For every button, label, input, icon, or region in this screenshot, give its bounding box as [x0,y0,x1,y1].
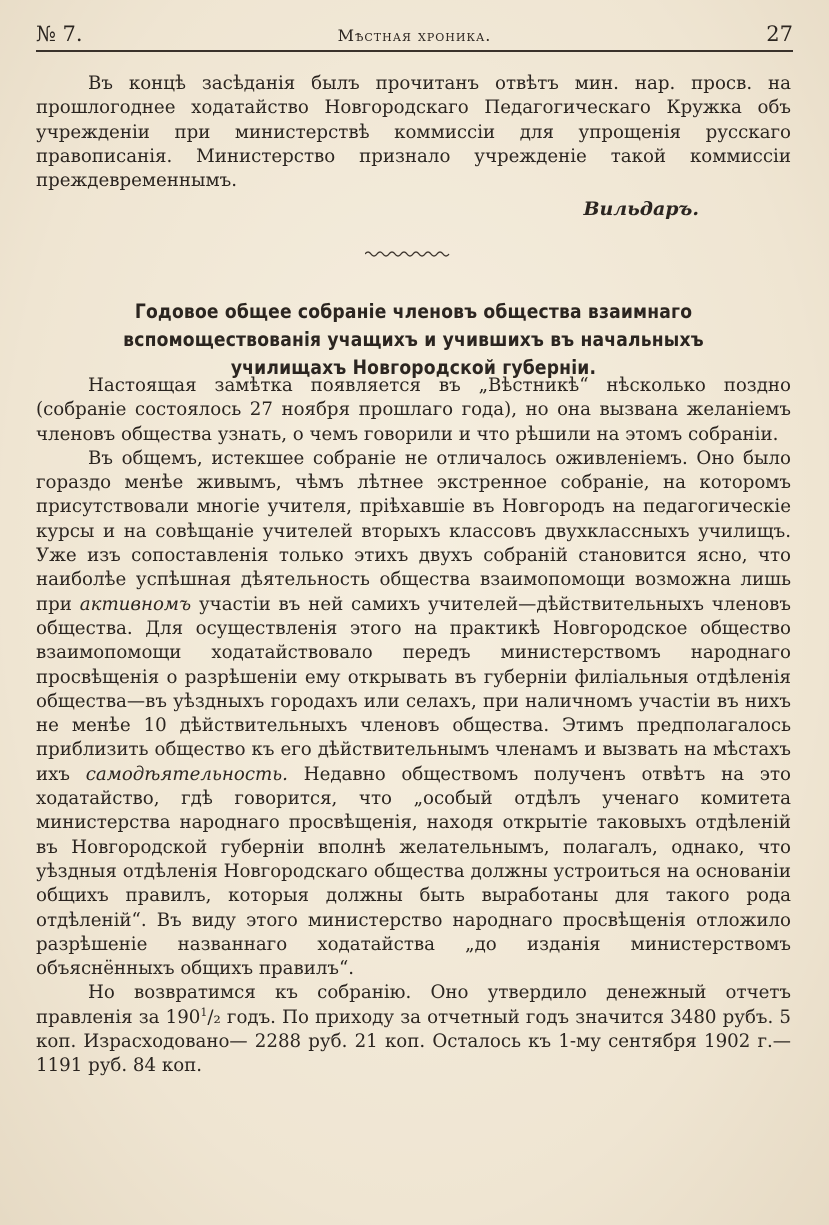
article-body [36,374,791,1079]
emphasis: самодѣятельность. [85,763,288,785]
paragraph-text: Недавно обществомъ полученъ отвѣтъ на это ходатайство, гдѣ говорится, что „особый отдѣлъ ученаго комитета министерства народнаго просвѣщенія, находя открытіе таковыхъ отдѣленій въ Новгородской губерніи вполнѣ желательнымъ, полагалъ, однако, что уѣздныя отдѣленія Новгородскаго общества должны устроиться на основаніи общихъ правилъ, которыя должны быть выработаны для такого рода отдѣленій“. Въ виду этого министерство народнаго просвѣщенія отложило разрѣшеніе названнаго ходатайства „до изданія министерствомъ объяснённыхъ общихъ правилъ“. [36,763,791,980]
paragraph [36,981,791,1078]
article-title: Годовое общее собраніе членовъ общества взаимнаго вспомоществованія учащихъ и учившихъ въ начальныхъ училищахъ Новгородской губерніи. [123,300,704,379]
issue-number: № 7. [36,22,83,46]
paragraph-text: Но возвратимся къ собранію. Оно утвердило денежный отчетъ правленія за 190 [36,982,791,1028]
page-number: 27 [766,22,793,46]
paragraph-text: участіи въ ней самихъ учителей—дѣйствительныхъ членовъ общества. Для осуществленія этого на практикѣ Новгородское общество взаимопомощи ходатайствовало передъ министерствомъ народнаго просвѣщенія о разрѣшеніи ему открывать въ губерніи филіальныя отдѣленія общества—въ уѣздныхъ городахъ или селахъ, при наличномъ участіи въ нихъ не менѣе 10 дѣйствительныхъ членовъ общества. Этимъ предполагалось приблизить общество къ его дѣйствительнымъ членамъ и вызвать на мѣстахъ ихъ [36,593,791,785]
paragraph-text: /₂ годъ. По приходу за отчетный годъ значится 3480 рубъ. 5 коп. Израсходовано— 2288 руб. 21 коп. Осталось къ 1-му сентября 1902 г.—1191 руб. 84 коп. [36,1006,791,1077]
superscript: 1 [200,1005,208,1019]
separator-ornament [365,249,451,259]
emphasis: активномъ [79,593,192,615]
section-1 [36,72,791,193]
paragraph-text: Въ общемъ, истекшее собраніе не отличалось оживленіемъ. Оно было гораздо менѣе живымъ, чѣмъ лѣтнее экстренное собраніе, на которомъ присутствовали многіе учителя, пріѣхавшіе въ Новгородъ на педагогическіе курсы и на совѣщаніе учителей вторыхъ классовъ двухклассныхъ училищъ. Уже изъ сопоставленія только этихъ двухъ собраній становится ясно, что наиболѣе успѣшная дѣятельность общества взаимопомощи возможна лишь при [36,447,791,615]
running-title: Мѣстная хроника. [337,26,492,45]
page-header [36,20,793,52]
paragraph [36,447,791,982]
header-rule [36,50,793,52]
signature: Вильдаръ. [583,198,699,220]
paragraph: Въ концѣ засѣданія былъ прочитанъ отвѣтъ мин. нар. просв. на прошлогоднее ходатайство Новгородскаго Педагогическаго Кружка объ учрежденіи при министерствѣ коммиссіи для упрощенія русскаго правописанія. Министерство признало учрежденіе такой коммиссіи преждевременнымъ. [36,73,791,192]
paragraph: Настоящая замѣтка появляется въ „Вѣстникѣ“ нѣсколько поздно (собраніе состоялось 27 ноября прошлаго года), но она вызвана желаніемъ членовъ общества узнать, о чемъ говорили и что рѣшили на этомъ собраніи. [36,375,791,445]
